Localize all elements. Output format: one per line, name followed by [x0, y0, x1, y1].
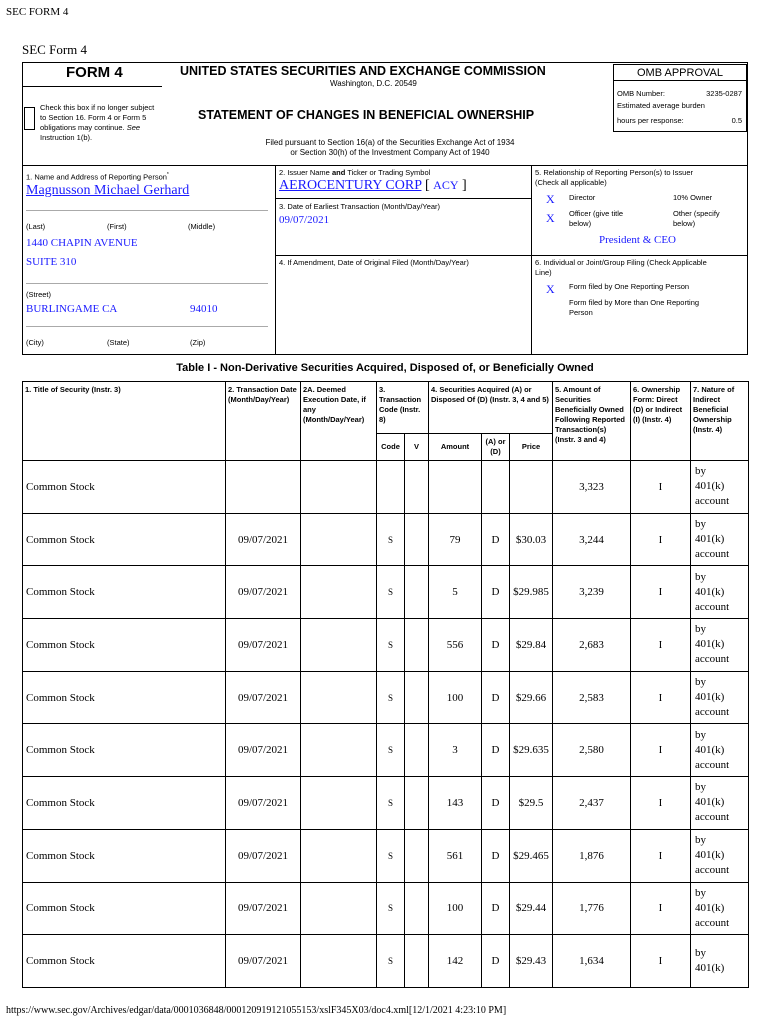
cell-owned: 3,244 [553, 513, 631, 566]
cell-owned: 2,583 [553, 671, 631, 724]
filed-pursuant: Filed pursuant to Section 16(a) of the Securities Exchange Act of 1934 or Section 30(h) of the Investment Company Act of 1940 [265, 138, 515, 157]
omb-burden-label: Estimated average burden [617, 101, 705, 110]
box5-label: 5. Relationship of Reporting Person(s) to Issuer (Check all applicable) [535, 168, 693, 187]
table-row [23, 882, 749, 935]
street-label: (Street) [26, 290, 52, 299]
cell-nature [691, 671, 749, 724]
cell-form: I [631, 566, 691, 619]
cell-nature [691, 619, 749, 672]
checkbox-text: Check this box if no longer subject to Section 16. Form 4 or Form 5 obligations may continue. See Instruction 1(b). [40, 103, 155, 142]
cell-deemed [301, 566, 377, 619]
cell-amount: 143 [429, 777, 482, 830]
middle-label: (Middle) [188, 222, 216, 231]
state-label: (State) [107, 338, 130, 347]
reporting-person-name-link[interactable]: Magnusson Michael Gerhard [26, 183, 190, 198]
nature-line: account [695, 600, 730, 613]
cell-amount: 3 [429, 724, 482, 777]
cell-date: 09/07/2021 [226, 935, 301, 988]
other-label: Other (specify below) [673, 209, 720, 228]
box4-label: 4. If Amendment, Date of Original Filed (Month/Day/Year) [279, 258, 469, 267]
cell-date: 09/07/2021 [226, 882, 301, 935]
cell-deemed [301, 619, 377, 672]
sub-amount-header: Amount [429, 434, 482, 461]
col-deemed-header: 2A. Deemed Execution Date, if any (Month/Day/Year) [301, 382, 377, 461]
cell-v [405, 671, 429, 724]
cell-code [377, 461, 405, 514]
cell-title: Common Stock [23, 882, 226, 935]
form-label: FORM 4 [66, 64, 123, 81]
nature-line: 401(k) [695, 480, 725, 493]
nature-line: by [695, 728, 706, 741]
cell-form: I [631, 935, 691, 988]
cell-nature [691, 829, 749, 882]
col-nature-header: 7. Nature of Indirect Beneficial Ownership (Instr. 4) [691, 382, 749, 461]
director-label: Director [569, 193, 596, 202]
ticker-symbol: ACY [433, 178, 459, 192]
omb-approval-box [613, 64, 747, 132]
cell-title: Common Stock [23, 461, 226, 514]
city-label: (City) [26, 338, 44, 347]
sub-code-header: Code [377, 434, 405, 461]
col-code-header: 3. Transaction Code (Instr. 8) [377, 382, 429, 434]
cell-price: $30.03 [510, 513, 553, 566]
street-line-1: 1440 CHAPIN AVENUE [26, 237, 138, 249]
cell-v [405, 513, 429, 566]
omb-number-value: 3235-0287 [706, 89, 742, 98]
doc-heading: SEC Form 4 [22, 42, 88, 57]
nature-line: 401(k) [695, 585, 725, 598]
cell-code: S [377, 566, 405, 619]
cell-nature [691, 724, 749, 777]
cell-deemed [301, 777, 377, 830]
non-derivative-table [22, 381, 749, 988]
nature-line: by [695, 886, 706, 899]
box6-label: 6. Individual or Joint/Group Filing (Check Applicable Line) [535, 258, 707, 277]
table-row [23, 829, 749, 882]
table-row [23, 724, 749, 777]
nature-line: account [695, 811, 730, 824]
zip-code: 94010 [190, 303, 218, 315]
cell-date: 09/07/2021 [226, 777, 301, 830]
sub-ad-header: (A) or (D) [482, 434, 510, 461]
cell-price [510, 461, 553, 514]
cell-owned: 3,239 [553, 566, 631, 619]
cell-title: Common Stock [23, 777, 226, 830]
cell-v [405, 619, 429, 672]
sub-price-header: Price [510, 434, 553, 461]
cell-price: $29.985 [510, 566, 553, 619]
table-row [23, 619, 749, 672]
cell-amount: 556 [429, 619, 482, 672]
cell-deemed [301, 724, 377, 777]
officer-label: Officer (give title below) [569, 209, 624, 228]
cell-owned: 1,876 [553, 829, 631, 882]
nature-line: by [695, 834, 706, 847]
nature-line: 401(k) [695, 849, 725, 862]
cell-v [405, 724, 429, 777]
one-person-label: Form filed by One Reporting Person [569, 282, 690, 291]
nature-line: by [695, 465, 706, 478]
cell-title: Common Stock [23, 671, 226, 724]
cell-v [405, 777, 429, 830]
cell-form: I [631, 513, 691, 566]
col-securities-header: 4. Securities Acquired (A) or Disposed Of (D) (Instr. 3, 4 and 5) [429, 382, 553, 434]
cell-form: I [631, 619, 691, 672]
table-row [23, 777, 749, 830]
omb-hours-value: 0.5 [731, 116, 742, 125]
nature-line: 401(k) [695, 638, 725, 651]
cell-title: Common Stock [23, 566, 226, 619]
cell-deemed [301, 461, 377, 514]
cell-deemed [301, 882, 377, 935]
cell-date: 09/07/2021 [226, 566, 301, 619]
cell-v [405, 882, 429, 935]
omb-number-label: OMB Number: [617, 89, 665, 98]
box3-label: 3. Date of Earliest Transaction (Month/Day/Year) [279, 202, 441, 211]
cell-nature [691, 882, 749, 935]
sub-v-header: V [405, 434, 429, 461]
browser-header: SEC FORM 4 [6, 6, 69, 18]
table-row [23, 935, 749, 988]
cell-v [405, 829, 429, 882]
cell-date: 09/07/2021 [226, 513, 301, 566]
street-line-2: SUITE 310 [26, 256, 77, 268]
footer-url: https://www.sec.gov/Archives/edgar/data/0001036848/000120919121055153/xslF345X03/doc4.xml[12/1/2021 4:23:10 PM] [6, 1005, 507, 1016]
nature-line: account [695, 916, 730, 929]
cell-code: S [377, 513, 405, 566]
cell-deemed [301, 671, 377, 724]
cell-price: $29.465 [510, 829, 553, 882]
cell-code: S [377, 619, 405, 672]
cell-ad: D [482, 777, 510, 830]
col-owned-header: 5. Amount of Securities Beneficially Owned Following Reported Transaction(s) (Instr. 3 and 4) [553, 382, 631, 461]
cell-v [405, 935, 429, 988]
nature-line: 401(k) [695, 796, 725, 809]
cell-ad: D [482, 882, 510, 935]
director-check: X [546, 192, 555, 206]
cell-date [226, 461, 301, 514]
nature-line: account [695, 706, 730, 719]
cell-amount: 561 [429, 829, 482, 882]
cell-price: $29.5 [510, 777, 553, 830]
cell-date: 09/07/2021 [226, 671, 301, 724]
cell-owned: 2,580 [553, 724, 631, 777]
nature-line: by [695, 518, 706, 531]
cell-amount: 79 [429, 513, 482, 566]
cell-ad: D [482, 829, 510, 882]
cell-code: S [377, 935, 405, 988]
earliest-transaction-date: 09/07/2021 [279, 214, 330, 226]
cell-form: I [631, 724, 691, 777]
cell-v [405, 566, 429, 619]
more-person-label: Form filed by More than One Reporting Person [569, 298, 700, 317]
cell-date: 09/07/2021 [226, 724, 301, 777]
omb-title: OMB APPROVAL [614, 65, 746, 81]
cell-ad: D [482, 724, 510, 777]
cell-ad: D [482, 566, 510, 619]
table-row [23, 566, 749, 619]
cell-form: I [631, 461, 691, 514]
cell-amount: 5 [429, 566, 482, 619]
cell-price: $29.84 [510, 619, 553, 672]
nature-line: account [695, 758, 730, 771]
last-label: (Last) [26, 222, 46, 231]
cell-form: I [631, 829, 691, 882]
ten-percent-owner-label: 10% Owner [673, 193, 713, 202]
cell-nature [691, 935, 749, 988]
nature-line: account [695, 495, 730, 508]
col-date-header: 2. Transaction Date (Month/Day/Year) [226, 382, 301, 461]
col-title-header: 1. Title of Security (Instr. 3) [23, 382, 226, 461]
agency-city: Washington, D.C. 20549 [330, 79, 417, 88]
cell-deemed [301, 935, 377, 988]
cell-nature [691, 777, 749, 830]
cell-title: Common Stock [23, 829, 226, 882]
cell-price: $29.66 [510, 671, 553, 724]
nature-line: account [695, 864, 730, 877]
nature-line: account [695, 548, 730, 561]
box2-label: 2. Issuer Name and Ticker or Trading Symbol [279, 168, 431, 177]
cell-amount [429, 461, 482, 514]
cell-price: $29.43 [510, 935, 553, 988]
nature-line: by [695, 947, 706, 960]
cell-form: I [631, 671, 691, 724]
cell-amount: 100 [429, 671, 482, 724]
cell-ad: D [482, 619, 510, 672]
table1-title: Table I - Non-Derivative Securities Acquired, Disposed of, or Beneficially Owned [176, 362, 594, 374]
col-form-header: 6. Ownership Form: Direct (D) or Indirect (I) (Instr. 4) [631, 382, 691, 461]
cell-date: 09/07/2021 [226, 829, 301, 882]
table-row [23, 513, 749, 566]
cell-price: $29.635 [510, 724, 553, 777]
cell-code: S [377, 724, 405, 777]
nature-line: by [695, 676, 706, 689]
officer-check: X [546, 211, 555, 225]
cell-price: $29.44 [510, 882, 553, 935]
cell-owned: 1,776 [553, 882, 631, 935]
cell-owned: 3,323 [553, 461, 631, 514]
nature-line: 401(k) [695, 533, 725, 546]
cell-code: S [377, 671, 405, 724]
issuer-name-link[interactable]: AEROCENTURY CORP [279, 178, 422, 193]
cell-nature [691, 513, 749, 566]
cell-date: 09/07/2021 [226, 619, 301, 672]
cell-deemed [301, 829, 377, 882]
cell-title: Common Stock [23, 619, 226, 672]
cell-v [405, 461, 429, 514]
cell-amount: 142 [429, 935, 482, 988]
cell-ad: D [482, 513, 510, 566]
cell-nature [691, 461, 749, 514]
nature-line: 401(k) [695, 901, 725, 914]
zip-label: (Zip) [190, 338, 206, 347]
cell-owned: 1,634 [553, 935, 631, 988]
omb-hours-label: hours per response: [617, 116, 684, 125]
nature-line: by [695, 623, 706, 636]
cell-title: Common Stock [23, 935, 226, 988]
cell-code: S [377, 882, 405, 935]
cell-owned: 2,683 [553, 619, 631, 672]
nature-line: account [695, 653, 730, 666]
nature-line: 401(k) [695, 691, 725, 704]
table-row [23, 461, 749, 514]
cell-code: S [377, 829, 405, 882]
cell-amount: 100 [429, 882, 482, 935]
nature-line: 401(k) [695, 743, 725, 756]
cell-ad: D [482, 935, 510, 988]
first-label: (First) [107, 222, 127, 231]
cell-ad [482, 461, 510, 514]
officer-title: President & CEO [599, 234, 676, 246]
cell-deemed [301, 513, 377, 566]
city-state: BURLINGAME CA [26, 303, 118, 315]
cell-form: I [631, 777, 691, 830]
cell-title: Common Stock [23, 724, 226, 777]
nature-line: by [695, 781, 706, 794]
cell-form: I [631, 882, 691, 935]
cell-code: S [377, 777, 405, 830]
statement-title: STATEMENT OF CHANGES IN BENEFICIAL OWNERSHIP [198, 108, 535, 122]
no-longer-subject-checkbox[interactable] [24, 107, 35, 130]
cell-owned: 2,437 [553, 777, 631, 830]
nature-line: 401(k) [695, 962, 725, 975]
cell-ad: D [482, 671, 510, 724]
table-row [23, 671, 749, 724]
nature-line: by [695, 570, 706, 583]
one-person-check: X [546, 282, 555, 296]
box1-label: 1. Name and Address of Reporting Person* [26, 172, 169, 182]
cell-nature [691, 566, 749, 619]
cell-title: Common Stock [23, 513, 226, 566]
issuer-line: AEROCENTURY CORP [ ACY ] [279, 178, 467, 193]
agency-title: UNITED STATES SECURITIES AND EXCHANGE COMMISSION [180, 64, 546, 78]
